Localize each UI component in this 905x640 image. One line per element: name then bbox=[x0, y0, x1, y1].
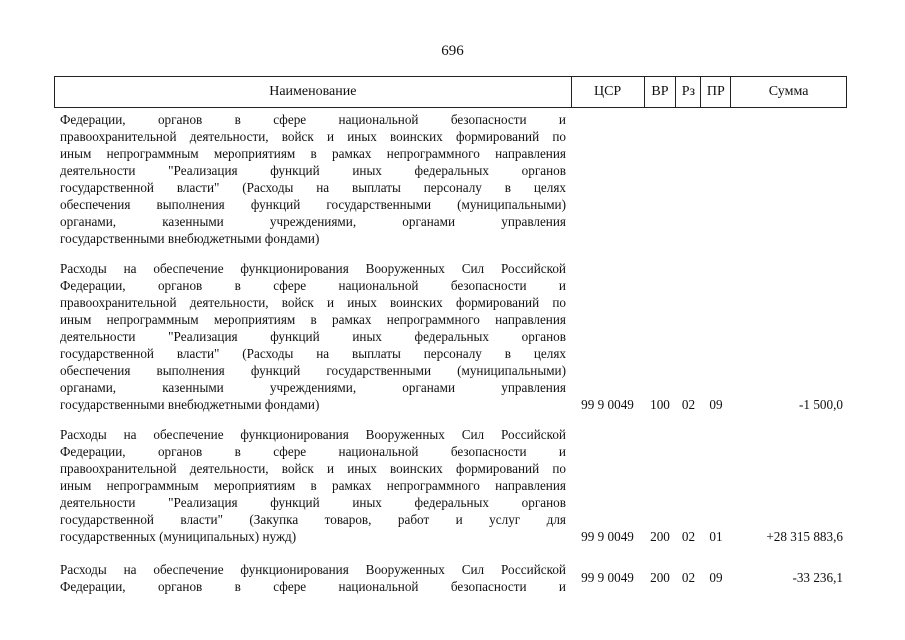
row-name-line: государственных (муниципальных) нужд) bbox=[60, 529, 297, 544]
row-sum: -33 236,1 bbox=[792, 570, 843, 585]
row-codes bbox=[571, 396, 847, 413]
row-name-line: правоохранительной деятельности, войск и иных воинских формирований по bbox=[60, 295, 566, 310]
row-sum: -1 500,0 bbox=[799, 397, 843, 412]
row-pr: 09 bbox=[709, 570, 723, 585]
row-name-line: обеспечения выполнения функций государственными (муниципальными) bbox=[60, 197, 566, 212]
row-name-line: государственной власти" (Закупка товаров, работ и услуг для bbox=[60, 512, 566, 527]
row-name bbox=[60, 561, 566, 595]
row-codes bbox=[571, 528, 847, 545]
row-codes bbox=[571, 569, 847, 586]
row-name-line: деятельности "Реализация функций иных федеральных органов bbox=[60, 329, 566, 344]
row-name bbox=[60, 260, 566, 413]
row-name-line: Федерации, органов в сфере национальной безопасности и bbox=[60, 112, 566, 127]
row-name-line: правоохранительной деятельности, войск и иных воинских формирований по bbox=[60, 129, 566, 144]
row-name-line: деятельности "Реализация функций иных федеральных органов bbox=[60, 163, 566, 178]
row-pr: 01 bbox=[709, 529, 723, 544]
row-name-line: государственной власти" (Расходы на выплаты персоналу в целях bbox=[60, 180, 566, 195]
table-row bbox=[54, 561, 847, 601]
page-number: 696 bbox=[441, 43, 464, 59]
row-rz: 02 bbox=[681, 570, 696, 585]
row-sum: +28 315 883,6 bbox=[766, 529, 843, 544]
header-csr: ЦСР bbox=[571, 77, 644, 107]
row-vr: 200 bbox=[650, 570, 670, 585]
table-row bbox=[54, 426, 847, 545]
row-name-line: иным непрограммным мероприятиям в рамках непрограммного направления bbox=[60, 312, 566, 327]
header-vr: ВР bbox=[644, 77, 676, 107]
row-name-line: органами, казенными учреждениями, органами управления bbox=[60, 214, 566, 229]
header-pr: ПР bbox=[700, 77, 730, 107]
row-name-line: Федерации, органов в сфере национальной безопасности и bbox=[60, 278, 566, 293]
row-vr: 100 bbox=[650, 397, 670, 412]
row-csr: 99 9 0049 bbox=[581, 397, 634, 412]
header-rz: Рз bbox=[675, 77, 700, 107]
row-name bbox=[60, 426, 566, 545]
row-csr: 99 9 0049 bbox=[581, 529, 634, 544]
row-name-line: иным непрограммным мероприятиям в рамках непрограммного направления bbox=[60, 146, 566, 161]
row-name-line: государственными внебюджетными фондами) bbox=[60, 231, 320, 246]
row-name bbox=[60, 111, 566, 247]
row-rz: 02 bbox=[681, 529, 696, 544]
row-name-line: Федерации, органов в сфере национальной безопасности и bbox=[60, 579, 566, 594]
row-name-line: государственными внебюджетными фондами) bbox=[60, 397, 320, 412]
row-name-line: иным непрограммным мероприятиям в рамках непрограммного направления bbox=[60, 478, 566, 493]
header-name: Наименование bbox=[269, 84, 357, 99]
table-header bbox=[54, 76, 847, 108]
header-sum: Сумма bbox=[730, 77, 846, 107]
row-name-line: Федерации, органов в сфере национальной безопасности и bbox=[60, 444, 566, 459]
table-row bbox=[54, 260, 847, 413]
row-name-line: государственной власти" (Расходы на выплаты персоналу в целях bbox=[60, 346, 566, 361]
row-name-line: деятельности "Реализация функций иных федеральных органов bbox=[60, 495, 566, 510]
row-name-line: органами, казенными учреждениями, органами управления bbox=[60, 380, 566, 395]
row-name-line: Расходы на обеспечение функционирования Вооруженных Сил Российской bbox=[60, 261, 566, 276]
row-vr: 200 bbox=[650, 529, 670, 544]
row-name-line: Расходы на обеспечение функционирования Вооруженных Сил Российской bbox=[60, 427, 566, 442]
row-rz: 02 bbox=[681, 397, 696, 412]
table-row bbox=[54, 111, 847, 247]
row-csr: 99 9 0049 bbox=[581, 570, 634, 585]
row-name-line: правоохранительной деятельности, войск и иных воинских формирований по bbox=[60, 461, 566, 476]
row-name-line: обеспечения выполнения функций государственными (муниципальными) bbox=[60, 363, 566, 378]
row-pr: 09 bbox=[709, 397, 723, 412]
row-name-line: Расходы на обеспечение функционирования Вооруженных Сил Российской bbox=[60, 562, 566, 577]
